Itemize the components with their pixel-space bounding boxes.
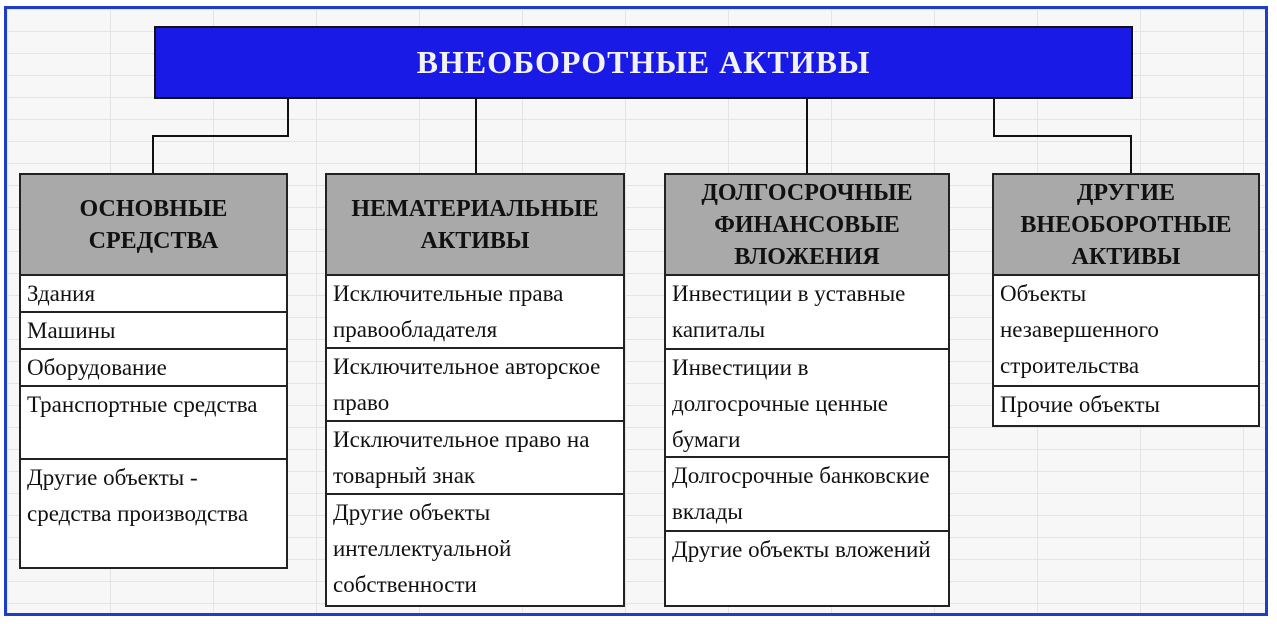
connector-osnovnye	[153, 99, 288, 175]
column-header: ДРУГИЕ ВНЕОБОРОТНЫЕ АКТИВЫ	[994, 175, 1258, 276]
column-drugie-vneoborotnye	[992, 173, 1260, 427]
list-item: Транспортные средства	[21, 387, 286, 460]
list-item: Инвестиции в долгосрочные ценные бумаги	[666, 350, 948, 458]
column-header: ОСНОВНЫЕ СРЕДСТВА	[21, 175, 286, 276]
list-item: Другие объекты вложений	[672, 537, 931, 562]
list-item: Инвестиции в уставные капиталы	[666, 276, 948, 350]
list-item: Другие объекты - средства производства	[27, 465, 249, 526]
list-item: Машины	[21, 313, 286, 350]
list-item: Долгосрочные банковские вклады	[666, 458, 948, 532]
column-header: ДОЛГОСРОЧНЫЕ ФИНАНСОВЫЕ ВЛОЖЕНИЯ	[666, 175, 948, 276]
column-header: НЕМАТЕРИАЛЬНЫЕ АКТИВЫ	[327, 175, 623, 276]
diagram-frame	[4, 6, 1268, 616]
list-item: Другие объекты интеллектуальной собственности	[333, 500, 512, 597]
list-item: Прочие объекты	[1000, 392, 1160, 417]
column-dolgosrochnye-vlozheniya	[664, 173, 950, 607]
list-item: Объекты незавершенного строительства	[994, 276, 1258, 387]
list-item: Здания	[21, 276, 286, 313]
column-osnovnye-sredstva	[19, 173, 288, 569]
connector-drugie	[994, 99, 1131, 175]
list-item: Исключительное авторское право	[327, 349, 623, 422]
column-nematerialnye-aktivy	[325, 173, 625, 607]
list-item: Оборудование	[21, 350, 286, 387]
diagram-title: ВНЕОБОРОТНЫЕ АКТИВЫ	[154, 26, 1133, 99]
list-item: Исключительное право на товарный знак	[327, 422, 623, 495]
list-item: Исключительные права правообладателя	[327, 276, 623, 349]
